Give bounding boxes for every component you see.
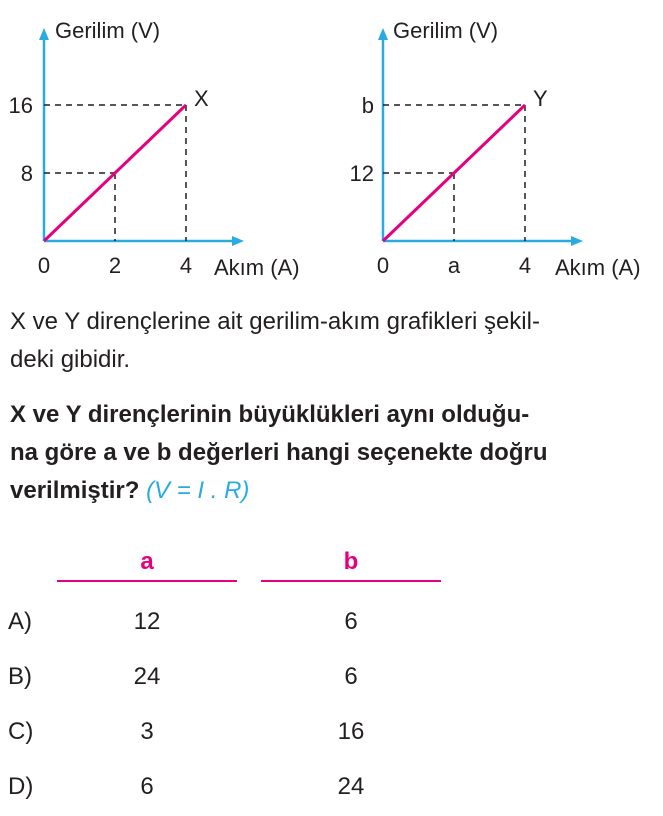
option-value-a: 6 (140, 773, 154, 800)
x-tick-4: 4 (518, 253, 532, 278)
x-tick-0: 0 (37, 253, 51, 278)
y-axis-label: Gerilim (V) (55, 18, 161, 43)
question-statement (10, 303, 660, 379)
y-tick-12: 12 (349, 161, 374, 186)
y-axis-label: Gerilim (V) (393, 18, 499, 43)
x-tick-4: 4 (179, 253, 193, 278)
column-header-a: a (140, 548, 154, 575)
y-tick-b: b (361, 93, 374, 118)
statement-line-2: deki gibidir. (10, 346, 131, 373)
statement-line-1: X ve Y dirençlerine ait gerilim-akım grafikleri şekil- (10, 308, 540, 335)
x-tick-0: 0 (376, 253, 390, 278)
graph-y (330, 0, 663, 290)
point-label-y: Y (533, 86, 548, 111)
x-tick-a: a (447, 253, 461, 278)
prompt-line-3: verilmiştir? (10, 477, 140, 504)
formula: (V = I . R) (146, 477, 250, 504)
option-value-a: 24 (133, 663, 161, 690)
option-letter: D) (8, 773, 34, 800)
column-underline-a (57, 580, 237, 582)
option-value-b: 6 (344, 663, 358, 690)
x-tick-2: 2 (108, 253, 122, 278)
option-letter: C) (8, 718, 34, 745)
y-tick-8: 8 (20, 161, 33, 186)
point-label-x: X (194, 86, 209, 111)
x-axis-label: Akım (A) (555, 255, 641, 280)
x-axis-label: Akım (A) (214, 255, 300, 280)
column-header-b: b (343, 548, 359, 575)
prompt-line-2: na göre a ve b değerleri hangi seçenekte doğru (10, 439, 548, 466)
option-letter: B) (8, 663, 32, 690)
option-value-b: 6 (344, 608, 358, 635)
option-value-b: 16 (337, 718, 365, 745)
y-tick-16: 16 (8, 93, 33, 118)
option-value-a: 3 (140, 718, 154, 745)
column-underline-b (261, 580, 441, 582)
option-letter: A) (8, 608, 32, 635)
prompt-line-1: X ve Y dirençlerinin büyüklükleri aynı olduğu- (10, 401, 530, 428)
option-value-b: 24 (337, 773, 365, 800)
graph-x (0, 0, 330, 290)
option-value-a: 12 (133, 608, 161, 635)
question-prompt (10, 396, 660, 510)
